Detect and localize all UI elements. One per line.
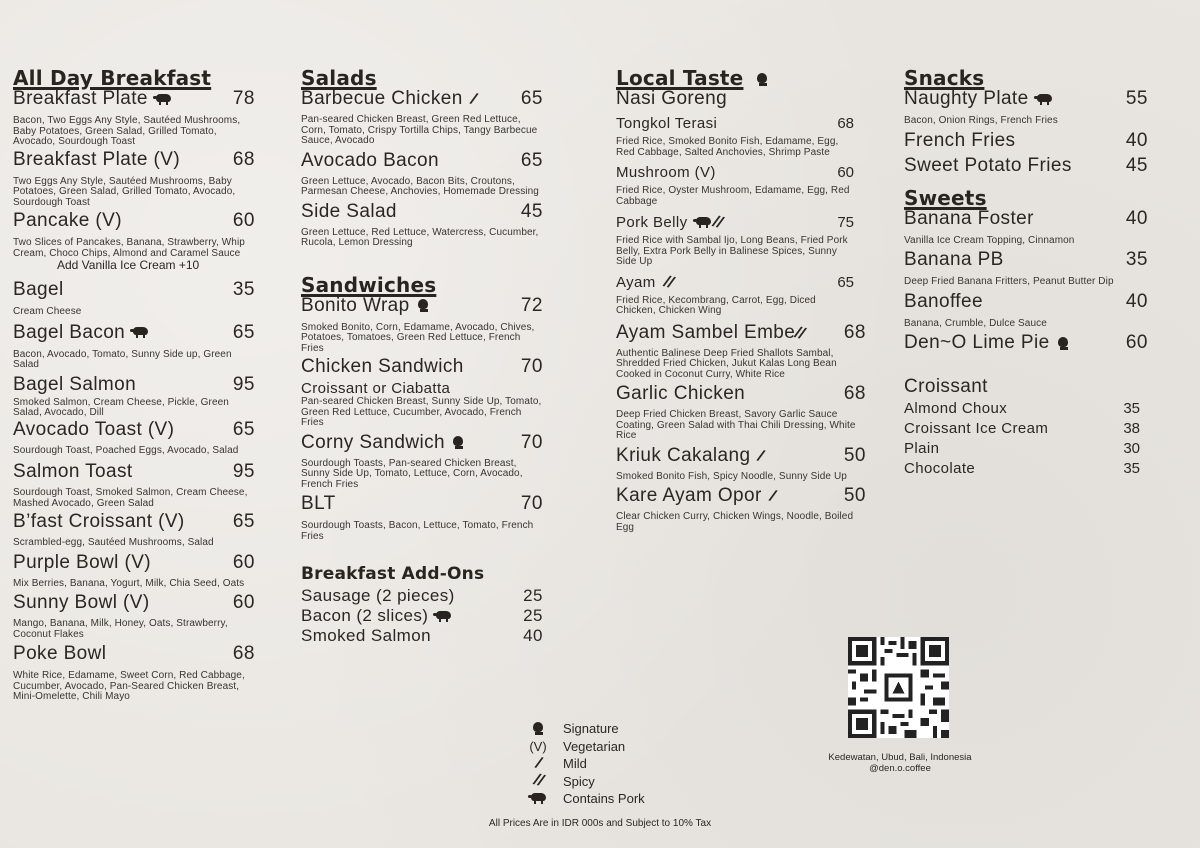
menu-item bbox=[616, 115, 854, 158]
item-price: 38 bbox=[1123, 420, 1140, 437]
item-name: Den~O Lime Pie bbox=[904, 332, 1050, 353]
item-name: Side Salad bbox=[301, 200, 397, 222]
item-name: Kriuk Cakalang bbox=[616, 444, 751, 466]
item-price: 65 bbox=[520, 149, 543, 171]
item-desc: Bacon, Two Eggs Any Style, Sautéed Mushrooms, Baby Potatoes, Green Salad, Grilled Tomato, Avocado, Sourdough Toast bbox=[13, 115, 241, 147]
item-name: Poke Bowl bbox=[13, 643, 107, 664]
qr-code[interactable] bbox=[848, 637, 949, 738]
pork-icon bbox=[133, 327, 148, 335]
legend-mild bbox=[525, 755, 645, 773]
menu-item bbox=[616, 383, 866, 442]
address-block bbox=[800, 752, 1000, 774]
menu-item bbox=[13, 419, 255, 457]
signature-icon bbox=[757, 73, 767, 83]
chili-spicy-icon: // bbox=[710, 213, 724, 232]
item-name: Bagel Bacon bbox=[13, 321, 126, 343]
menu-item bbox=[904, 332, 1148, 354]
item-price: 45 bbox=[520, 200, 543, 222]
item-desc: Smoked Salmon, Cream Cheese, Pickle, Green Salad, Avocado, Dill bbox=[13, 396, 229, 418]
item-price: 68 bbox=[232, 148, 255, 170]
item-desc: Deep Fried Chicken Breast, Savory Garlic Sauce Coating, Green Salad with Thai Chili Dressing, White Rice bbox=[616, 409, 856, 442]
snacks-section bbox=[904, 66, 1148, 478]
item-price: 60 bbox=[232, 551, 255, 573]
tax-note: All Prices Are in IDR 000s and Subject to 10% Tax bbox=[488, 818, 712, 829]
item-price: 65 bbox=[520, 88, 543, 109]
item-desc: Smoked Bonito Fish, Spicy Noodle, Sunny Side Up bbox=[616, 470, 847, 482]
signature-icon bbox=[453, 436, 463, 446]
item-price: 68 bbox=[837, 115, 854, 132]
item-price: 75 bbox=[837, 214, 854, 231]
item-name: Corny Sandwich bbox=[301, 431, 445, 453]
item-name: Barbecue Chicken bbox=[301, 88, 463, 109]
item-price: 40 bbox=[1125, 290, 1148, 312]
item-name: Breakfast Plate (V) bbox=[13, 148, 181, 170]
breakfast-section bbox=[13, 66, 255, 703]
chili-mild-icon: / bbox=[756, 447, 766, 466]
item-price: 70 bbox=[520, 356, 543, 377]
item-price: 50 bbox=[843, 444, 866, 466]
item-price: 70 bbox=[520, 431, 543, 453]
item-desc: Banana, Crumble, Dulce Sauce bbox=[904, 317, 1047, 329]
signature-icon bbox=[418, 299, 428, 309]
menu-item bbox=[301, 626, 543, 646]
item-desc: White Rice, Edamame, Sweet Corn, Red Cabbage, Cucumber, Avocado, Pan-Seared Chicken Breast, Mini-Omelette, Chili Mayo bbox=[13, 670, 245, 702]
signature-icon bbox=[1058, 337, 1068, 347]
item-price: 95 bbox=[232, 461, 255, 482]
item-desc: Two Eggs Any Style, Sautéed Mushrooms, Baby Potatoes, Green Salad, Grilled Tomato, Avocado, Sourdough Toast bbox=[13, 175, 236, 208]
menu-item bbox=[904, 440, 1140, 458]
chili-mild-icon: / bbox=[468, 90, 478, 109]
item-price: 50 bbox=[843, 485, 866, 507]
menu-item bbox=[301, 356, 543, 429]
qr-code-graphic bbox=[848, 637, 949, 738]
item-name: Purple Bowl (V) bbox=[13, 551, 151, 573]
salads-heading: Salads bbox=[301, 66, 377, 90]
social-handle[interactable]: @den.o.coffee bbox=[869, 763, 931, 774]
item-name: Smoked Salmon bbox=[301, 626, 431, 645]
menu-item bbox=[13, 322, 255, 371]
item-price: 60 bbox=[232, 592, 255, 613]
menu-item bbox=[904, 88, 1148, 127]
menu-item bbox=[904, 400, 1140, 418]
item-name: B’fast Croissant (V) bbox=[13, 511, 185, 532]
item-price: 68 bbox=[843, 383, 866, 405]
menu-item bbox=[13, 374, 255, 419]
legend-signature bbox=[525, 720, 645, 738]
item-price: 40 bbox=[1125, 129, 1148, 151]
pork-icon bbox=[696, 217, 711, 225]
item-name: Banana PB bbox=[904, 249, 1004, 270]
item-price: 30 bbox=[1123, 440, 1140, 457]
item-price: 35 bbox=[1123, 400, 1140, 417]
item-desc: Bacon, Avocado, Tomato, Sunny Side up, Green Salad bbox=[13, 348, 232, 370]
item-price: 25 bbox=[523, 586, 543, 605]
item-name: Chicken Sandwich bbox=[301, 356, 464, 377]
item-name: Ayam Sambel Embe bbox=[616, 321, 796, 343]
menu-item bbox=[904, 291, 1148, 330]
vegetarian-symbol: (V) bbox=[529, 738, 547, 754]
menu-item bbox=[616, 322, 866, 381]
legend-vegetarian bbox=[525, 738, 645, 756]
pork-icon bbox=[1037, 94, 1052, 102]
item-name: Chocolate bbox=[904, 460, 976, 477]
item-price: 65 bbox=[232, 321, 255, 343]
local-heading-text: Local Taste bbox=[616, 66, 744, 90]
item-name: Avocado Bacon bbox=[301, 149, 439, 171]
item-price: 45 bbox=[1125, 154, 1148, 176]
item-name: Bonito Wrap bbox=[301, 294, 410, 316]
item-name: Naughty Plate bbox=[904, 88, 1029, 109]
item-name: Banoffee bbox=[904, 290, 983, 312]
addons-heading: Breakfast Add-Ons bbox=[301, 564, 485, 584]
item-price: 72 bbox=[520, 294, 543, 316]
menu-item bbox=[904, 460, 1140, 478]
menu-item bbox=[13, 643, 255, 703]
sweets-heading: Sweets bbox=[904, 185, 987, 210]
salads-section bbox=[301, 66, 543, 646]
menu-item bbox=[13, 149, 255, 209]
item-name: Pancake (V) bbox=[13, 210, 122, 231]
item-price: 35 bbox=[1123, 460, 1140, 477]
sandwiches-heading: Sandwiches bbox=[301, 272, 437, 297]
menu-item bbox=[13, 511, 255, 549]
signature-icon bbox=[533, 722, 543, 732]
pork-icon bbox=[436, 611, 451, 619]
item-desc: Sourdough Toast, Poached Eggs, Avocado, Salad bbox=[13, 444, 239, 456]
item-price: 65 bbox=[232, 418, 255, 440]
menu-item bbox=[301, 295, 543, 355]
chili-spicy-icon: // bbox=[531, 771, 545, 791]
item-name: Garlic Chicken bbox=[616, 383, 746, 405]
pork-icon bbox=[156, 94, 171, 102]
item-desc: Two Slices of Pancakes, Banana, Strawberry, Whip Cream, Choco Chips, Almond and Caramel Sauce bbox=[13, 237, 245, 259]
menu-item bbox=[13, 279, 255, 318]
item-desc: Sourdough Toast, Smoked Salmon, Cream Cheese, Mashed Avocado, Green Salad bbox=[13, 487, 248, 509]
item-price: 60 bbox=[837, 164, 854, 181]
item-extra: Add Vanilla Ice Cream +10 bbox=[57, 258, 200, 272]
item-name: Salmon Toast bbox=[13, 461, 133, 482]
menu-item bbox=[301, 88, 543, 147]
item-desc: Pan-seared Chicken Breast, Sunny Side Up, Tomato, Green Red Lettuce, Cucumber, Avocado, French Fries bbox=[301, 396, 542, 428]
legend-label: Contains Pork bbox=[563, 791, 645, 807]
menu-item bbox=[13, 461, 255, 509]
item-desc: Mix Berries, Banana, Yogurt, Milk, Chia Seed, Oats bbox=[13, 577, 245, 589]
menu-item bbox=[301, 606, 543, 626]
menu-item bbox=[904, 130, 1148, 152]
chili-mild-icon: / bbox=[533, 754, 543, 773]
item-price: 40 bbox=[1125, 207, 1148, 229]
menu-item bbox=[904, 208, 1148, 247]
item-price: 35 bbox=[1125, 249, 1148, 270]
item-desc: Vanilla Ice Cream Topping, Cinnamon bbox=[904, 234, 1075, 246]
item-name: Avocado Toast (V) bbox=[13, 418, 175, 440]
item-desc: Cream Cheese bbox=[13, 306, 82, 317]
item-price: 65 bbox=[837, 273, 854, 291]
menu-item bbox=[301, 201, 543, 249]
item-name: Almond Choux bbox=[904, 400, 1008, 417]
pork-icon bbox=[531, 793, 546, 801]
legend-label: Vegetarian bbox=[563, 738, 626, 754]
menu-item bbox=[616, 445, 866, 483]
item-desc: Pan-seared Chicken Breast, Green Red Lettuce, Corn, Tomato, Crispy Tortilla Chips, Tangy Barbecue Sauce, Avocado bbox=[301, 114, 538, 146]
item-name: Bacon (2 slices) bbox=[301, 606, 429, 625]
menu-item bbox=[301, 586, 543, 606]
item-name: Tongkol Terasi bbox=[616, 115, 718, 132]
item-price: 25 bbox=[523, 606, 543, 625]
item-name: Kare Ayam Opor bbox=[616, 485, 762, 507]
item-name: Ayam bbox=[616, 273, 656, 291]
item-name: Banana Foster bbox=[904, 207, 1034, 229]
item-name: Sunny Bowl (V) bbox=[13, 592, 150, 613]
chili-spicy-icon: // bbox=[793, 323, 807, 343]
item-price: 60 bbox=[232, 210, 255, 231]
menu-item bbox=[301, 432, 543, 491]
item-name: Pork Belly bbox=[616, 214, 688, 232]
menu-item bbox=[13, 552, 255, 590]
legend-label: Mild bbox=[563, 756, 587, 772]
menu-item bbox=[616, 164, 854, 207]
item-price: 55 bbox=[1125, 88, 1148, 109]
item-price: 68 bbox=[232, 643, 255, 664]
item-desc: Mango, Banana, Milk, Honey, Oats, Strawberry, Coconut Flakes bbox=[13, 618, 228, 640]
item-desc: Bacon, Onion Rings, French Fries bbox=[904, 115, 1058, 126]
item-desc: Fried Rice, Oyster Mushroom, Edamame, Egg, Red Cabbage bbox=[616, 185, 850, 207]
item-price: 70 bbox=[520, 493, 543, 514]
menu-item bbox=[904, 249, 1148, 288]
menu-item bbox=[301, 493, 543, 542]
item-desc: Green Lettuce, Avocado, Bacon Bits, Croutons, Parmesan Cheese, Anchovies, Homemade Dressing bbox=[301, 175, 539, 197]
item-name: Plain bbox=[904, 440, 940, 457]
item-price: 95 bbox=[232, 373, 255, 395]
item-desc: Scrambled-egg, Sautéed Mushrooms, Salad bbox=[13, 537, 214, 548]
item-desc: Sourdough Toasts, Bacon, Lettuce, Tomato, French Fries bbox=[301, 520, 534, 542]
item-name: French Fries bbox=[904, 129, 1016, 151]
legend-label: Signature bbox=[563, 721, 619, 737]
item-desc: Green Lettuce, Red Lettuce, Watercress, Cucumber, Rucola, Lemon Dressing bbox=[301, 226, 539, 248]
menu-item bbox=[616, 274, 854, 317]
menu-item bbox=[616, 214, 854, 268]
item-name: Croissant Ice Cream bbox=[904, 420, 1049, 437]
item-desc: Fried Rice with Sambal Ijo, Long Beans, Fried Pork Belly, Extra Pork Belly in Balinese Spices, Sunny Side Up bbox=[616, 235, 848, 268]
item-name: Bagel bbox=[13, 279, 64, 300]
item-desc: Fried Rice, Kecombrang, Carrot, Egg, Diced Chicken, Chicken Wing bbox=[616, 294, 816, 317]
menu-item bbox=[904, 155, 1148, 177]
legend-pork bbox=[525, 790, 645, 808]
item-desc: Smoked Bonito, Corn, Edamame, Avocado, Chives, Potatoes, Tomatoes, Green Red Lettuce, French Fries bbox=[301, 321, 535, 354]
legend bbox=[525, 720, 645, 808]
menu-item bbox=[13, 210, 255, 271]
item-price: 78 bbox=[232, 88, 255, 109]
menu-item bbox=[13, 88, 255, 148]
breakfast-heading: All Day Breakfast bbox=[13, 66, 212, 90]
item-name: BLT bbox=[301, 493, 336, 514]
snacks-heading: Snacks bbox=[904, 66, 985, 90]
menu-item bbox=[301, 150, 543, 198]
menu-item bbox=[13, 592, 255, 640]
item-price: 65 bbox=[232, 511, 255, 532]
item-desc: Authentic Balinese Deep Fried Shallots Sambal, Shredded Fried Chicken, Jukut Kalas Long Bean Cooked in Coconut Curry, White Rice bbox=[616, 347, 837, 380]
item-desc: Deep Fried Banana Fritters, Peanut Butter Dip bbox=[904, 276, 1114, 287]
legend-spicy bbox=[525, 773, 645, 791]
item-name: Sausage (2 pieces) bbox=[301, 586, 455, 605]
address-line: Kedewatan, Ubud, Bali, Indonesia bbox=[828, 752, 972, 763]
item-name: Mushroom (V) bbox=[616, 164, 716, 181]
chili-mild-icon: / bbox=[767, 487, 777, 506]
item-price: 60 bbox=[1125, 332, 1148, 353]
chili-spicy-icon: // bbox=[661, 272, 675, 292]
item-subtitle: Croissant or Ciabatta bbox=[301, 380, 451, 397]
menu-item bbox=[616, 485, 866, 533]
item-name: Bagel Salmon bbox=[13, 373, 137, 395]
local-section bbox=[616, 66, 866, 533]
group-name: Nasi Goreng bbox=[616, 88, 728, 109]
item-name: Sweet Potato Fries bbox=[904, 154, 1072, 176]
menu-item bbox=[904, 420, 1140, 438]
item-desc: Sourdough Toasts, Pan-seared Chicken Breast, Sunny Side Up, Tomato, Lettuce, Corn, Avocado, French Fries bbox=[301, 457, 523, 490]
item-desc: Clear Chicken Curry, Chicken Wings, Noodle, Boiled Egg bbox=[616, 511, 854, 533]
item-name: Breakfast Plate bbox=[13, 88, 148, 109]
item-price: 40 bbox=[523, 626, 543, 645]
local-heading bbox=[616, 66, 866, 90]
item-price: 68 bbox=[843, 321, 866, 343]
legend-label: Spicy bbox=[563, 773, 595, 789]
croissant-heading: Croissant bbox=[904, 376, 988, 397]
item-price: 35 bbox=[232, 279, 255, 300]
item-desc: Fried Rice, Smoked Bonito Fish, Edamame, Egg, Red Cabbage, Salted Anchovies, Shrimp Paste bbox=[616, 136, 839, 158]
